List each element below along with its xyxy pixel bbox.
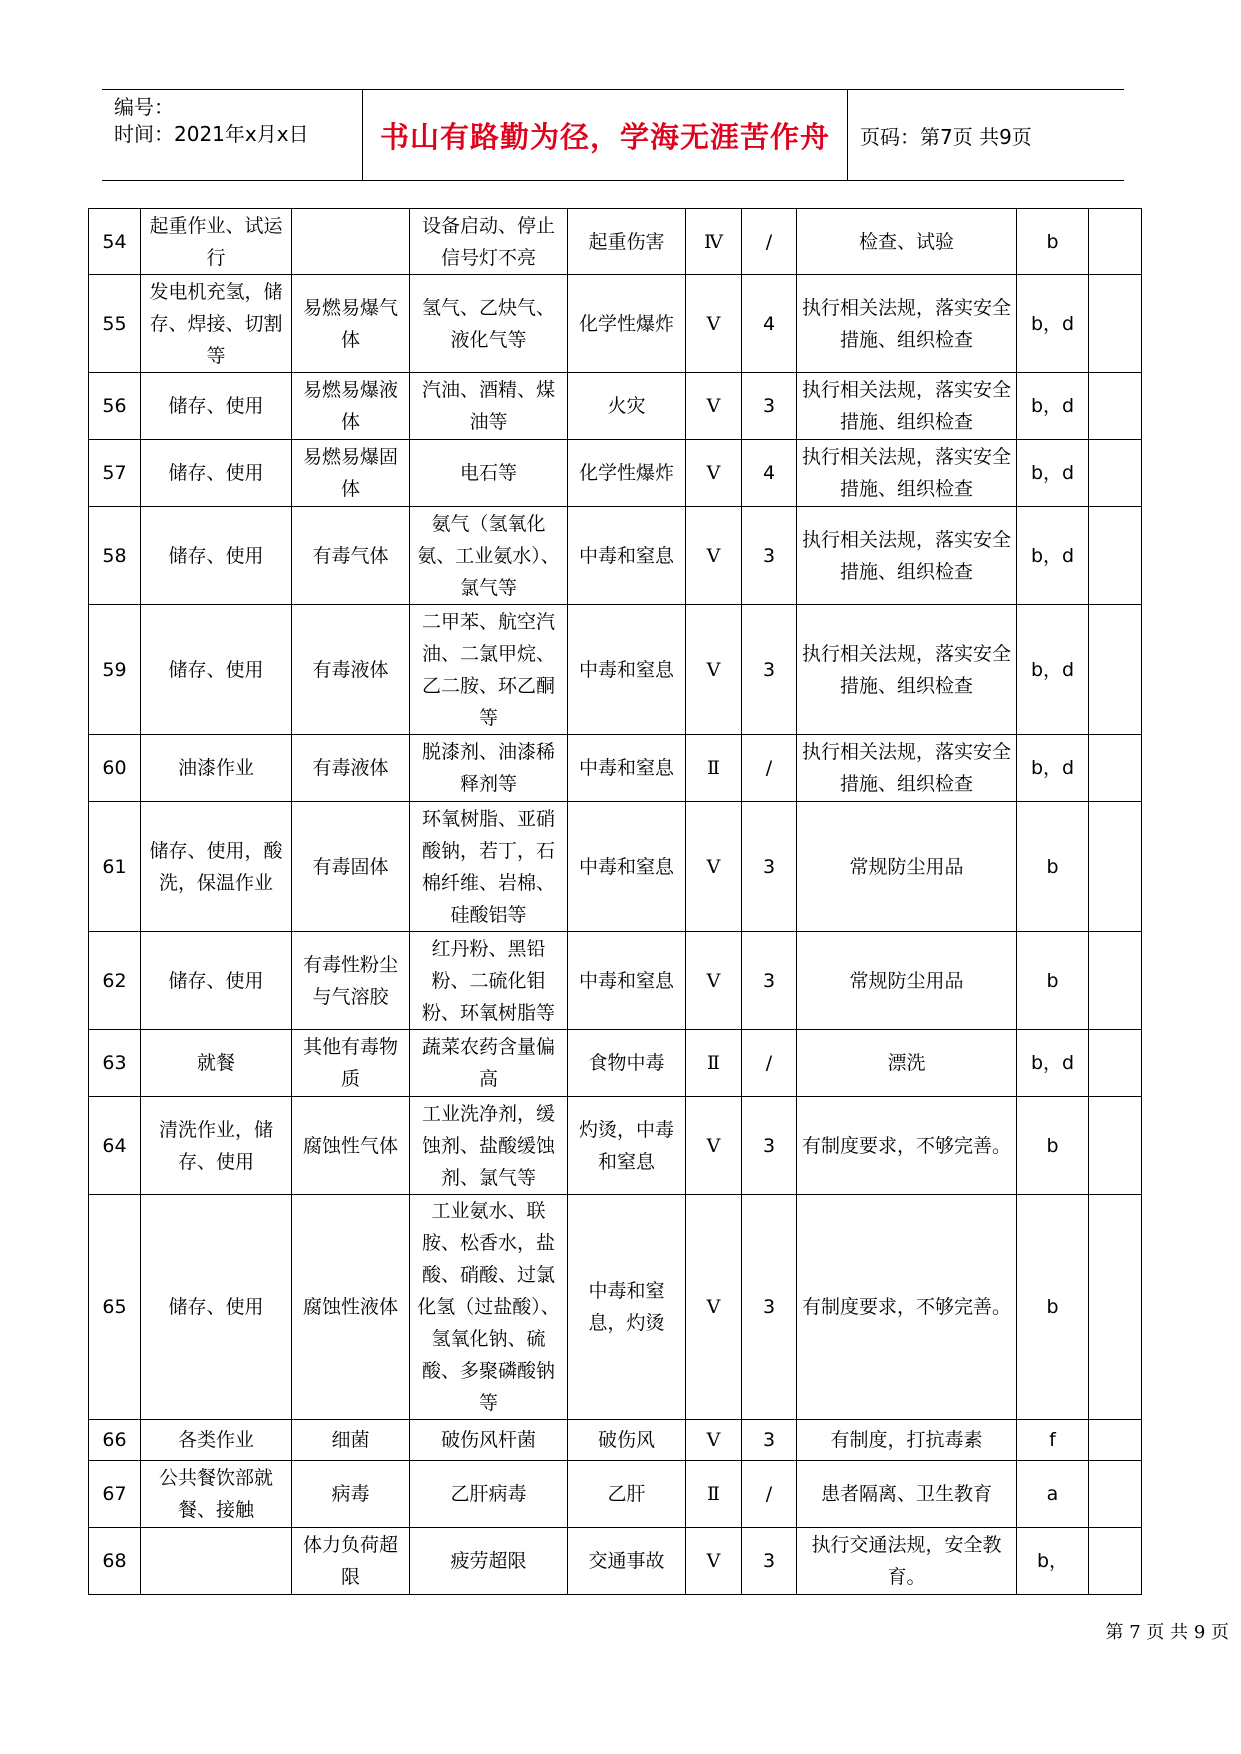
cell-measure: 漂洗 — [797, 1030, 1017, 1097]
cell-activity: 储存、使用 — [141, 1195, 292, 1420]
table-row — [89, 932, 1142, 1030]
cell-no: 57 — [89, 440, 141, 507]
cell-source: 环氧树脂、亚硝酸钠，若丁，石棉纤维、岩棉、硅酸铝等 — [410, 802, 568, 932]
cell-grade: 3 — [742, 802, 797, 932]
cell-category: 体力负荷超限 — [292, 1528, 410, 1595]
cell-measure: 执行相关法规，落实安全措施、组织检查 — [797, 605, 1017, 735]
cell-code: b，d — [1017, 1030, 1089, 1097]
cell-extra — [1089, 373, 1142, 440]
cell-level: Ⅴ — [686, 802, 742, 932]
cell-level: Ⅴ — [686, 605, 742, 735]
cell-source: 氨气（氢氧化氨、工业氨水）、氯气等 — [410, 507, 568, 605]
cell-grade: / — [742, 209, 797, 275]
cell-grade: 3 — [742, 1195, 797, 1420]
cell-source: 汽油、酒精、煤油等 — [410, 373, 568, 440]
cell-no: 59 — [89, 605, 141, 735]
cell-consequence: 中毒和窒息 — [568, 605, 686, 735]
cell-grade: 3 — [742, 1420, 797, 1461]
cell-measure: 有制度要求，不够完善。 — [797, 1097, 1017, 1195]
cell-grade: 3 — [742, 373, 797, 440]
cell-measure: 执行相关法规，落实安全措施、组织检查 — [797, 440, 1017, 507]
table-row — [89, 1420, 1142, 1461]
cell-category: 腐蚀性气体 — [292, 1097, 410, 1195]
cell-consequence: 化学性爆炸 — [568, 440, 686, 507]
cell-measure: 执行相关法规，落实安全措施、组织检查 — [797, 735, 1017, 802]
cell-source: 脱漆剂、油漆稀释剂等 — [410, 735, 568, 802]
cell-measure: 患者隔离、卫生教育 — [797, 1461, 1017, 1528]
table-row — [89, 440, 1142, 507]
cell-consequence: 中毒和窒息 — [568, 507, 686, 605]
cell-measure: 执行相关法规，落实安全措施、组织检查 — [797, 373, 1017, 440]
cell-activity: 发电机充氢，储存、焊接、切割等 — [141, 275, 292, 373]
cell-grade: 3 — [742, 507, 797, 605]
cell-grade: 4 — [742, 275, 797, 373]
cell-activity: 油漆作业 — [141, 735, 292, 802]
cell-activity: 储存、使用，酸洗，保温作业 — [141, 802, 292, 932]
table-row — [89, 802, 1142, 932]
cell-code: b — [1017, 1195, 1089, 1420]
cell-activity: 储存、使用 — [141, 605, 292, 735]
table-row — [89, 209, 1142, 275]
cell-measure: 常规防尘用品 — [797, 802, 1017, 932]
cell-level: Ⅴ — [686, 932, 742, 1030]
cell-measure: 执行相关法规，落实安全措施、组织检查 — [797, 507, 1017, 605]
cell-code: b，d — [1017, 605, 1089, 735]
cell-no: 56 — [89, 373, 141, 440]
table-row — [89, 275, 1142, 373]
cell-level: Ⅴ — [686, 1195, 742, 1420]
cell-measure: 常规防尘用品 — [797, 932, 1017, 1030]
cell-source: 蔬菜农药含量偏高 — [410, 1030, 568, 1097]
cell-source: 工业氨水、联胺、松香水，盐酸、硝酸、过氯化氢（过盐酸）、氢氧化钠、硫酸、多聚磷酸钠等 — [410, 1195, 568, 1420]
cell-level: Ⅱ — [686, 735, 742, 802]
cell-level: Ⅴ — [686, 1097, 742, 1195]
cell-extra — [1089, 1195, 1142, 1420]
cell-extra — [1089, 605, 1142, 735]
cell-source: 二甲苯、航空汽油、二氯甲烷、乙二胺、环乙酮等 — [410, 605, 568, 735]
cell-activity: 起重作业、试运行 — [141, 209, 292, 275]
cell-code: b — [1017, 932, 1089, 1030]
cell-no: 55 — [89, 275, 141, 373]
cell-code: a — [1017, 1461, 1089, 1528]
cell-grade: / — [742, 1030, 797, 1097]
cell-no: 58 — [89, 507, 141, 605]
cell-extra — [1089, 735, 1142, 802]
cell-extra — [1089, 1528, 1142, 1595]
cell-code: b — [1017, 1097, 1089, 1195]
cell-grade: / — [742, 735, 797, 802]
cell-level: Ⅴ — [686, 507, 742, 605]
cell-consequence: 中毒和窒息 — [568, 932, 686, 1030]
cell-consequence: 破伤风 — [568, 1420, 686, 1461]
cell-consequence: 中毒和窒息 — [568, 802, 686, 932]
cell-activity — [141, 1528, 292, 1595]
cell-consequence: 乙肝 — [568, 1461, 686, 1528]
cell-code: b，d — [1017, 735, 1089, 802]
cell-consequence: 起重伤害 — [568, 209, 686, 275]
cell-extra — [1089, 1030, 1142, 1097]
page-footer — [1105, 1618, 1229, 1644]
cell-source: 工业洗净剂，缓蚀剂、盐酸缓蚀剂、氯气等 — [410, 1097, 568, 1195]
table-row — [89, 1528, 1142, 1595]
cell-category: 腐蚀性液体 — [292, 1195, 410, 1420]
cell-level: Ⅳ — [686, 209, 742, 275]
cell-category: 有毒性粉尘与气溶胶 — [292, 932, 410, 1030]
cell-no: 60 — [89, 735, 141, 802]
cell-activity: 储存、使用 — [141, 373, 292, 440]
cell-source: 乙肝病毒 — [410, 1461, 568, 1528]
cell-consequence: 中毒和窒息，灼烫 — [568, 1195, 686, 1420]
cell-consequence: 食物中毒 — [568, 1030, 686, 1097]
cell-extra — [1089, 1420, 1142, 1461]
cell-code: b，d — [1017, 507, 1089, 605]
footer-page-number: 第 7 页 共 9 页 — [1105, 1622, 1229, 1643]
table-row — [89, 1097, 1142, 1195]
cell-level: Ⅴ — [686, 440, 742, 507]
cell-level: Ⅴ — [686, 275, 742, 373]
cell-code: b， — [1017, 1528, 1089, 1595]
cell-level: Ⅱ — [686, 1461, 742, 1528]
cell-no: 63 — [89, 1030, 141, 1097]
cell-activity: 储存、使用 — [141, 440, 292, 507]
cell-source: 电石等 — [410, 440, 568, 507]
page-header — [102, 89, 1124, 181]
table-row — [89, 735, 1142, 802]
cell-category: 有毒气体 — [292, 507, 410, 605]
cell-level: Ⅴ — [686, 373, 742, 440]
cell-source: 破伤风杆菌 — [410, 1420, 568, 1461]
cell-consequence: 交通事故 — [568, 1528, 686, 1595]
cell-extra — [1089, 802, 1142, 932]
cell-source: 红丹粉、黑铅粉、二硫化钼粉、环氧树脂等 — [410, 932, 568, 1030]
cell-extra — [1089, 440, 1142, 507]
cell-code: b — [1017, 209, 1089, 275]
cell-category: 细菌 — [292, 1420, 410, 1461]
header-page-label: 页码：第7页 共9页 — [860, 124, 1032, 149]
cell-code: f — [1017, 1420, 1089, 1461]
hazard-table — [88, 208, 1142, 1595]
document-number-label: 编号： — [114, 95, 174, 119]
cell-no: 65 — [89, 1195, 141, 1420]
cell-category: 易燃易爆固体 — [292, 440, 410, 507]
cell-activity: 就餐 — [141, 1030, 292, 1097]
cell-source: 氢气、乙炔气、液化气等 — [410, 275, 568, 373]
cell-grade: 3 — [742, 605, 797, 735]
cell-measure: 执行交通法规，安全教育。 — [797, 1528, 1017, 1595]
cell-no: 67 — [89, 1461, 141, 1528]
cell-no: 68 — [89, 1528, 141, 1595]
cell-category: 有毒固体 — [292, 802, 410, 932]
cell-grade: 3 — [742, 1528, 797, 1595]
cell-category — [292, 209, 410, 275]
cell-level: Ⅴ — [686, 1420, 742, 1461]
table-row — [89, 1195, 1142, 1420]
cell-measure: 有制度要求，不够完善。 — [797, 1195, 1017, 1420]
cell-extra — [1089, 209, 1142, 275]
cell-activity: 储存、使用 — [141, 932, 292, 1030]
header-meta — [102, 90, 362, 180]
cell-consequence: 中毒和窒息 — [568, 735, 686, 802]
cell-measure: 检查、试验 — [797, 209, 1017, 275]
cell-consequence: 灼烫，中毒和窒息 — [568, 1097, 686, 1195]
table-row — [89, 373, 1142, 440]
cell-grade: / — [742, 1461, 797, 1528]
cell-code: b — [1017, 802, 1089, 932]
cell-no: 62 — [89, 932, 141, 1030]
table-row — [89, 507, 1142, 605]
cell-source: 设备启动、停止信号灯不亮 — [410, 209, 568, 275]
cell-category: 有毒液体 — [292, 605, 410, 735]
cell-no: 66 — [89, 1420, 141, 1461]
cell-activity: 清洗作业，储存、使用 — [141, 1097, 292, 1195]
cell-level: Ⅴ — [686, 1528, 742, 1595]
header-page-info — [848, 90, 1124, 180]
cell-category: 病毒 — [292, 1461, 410, 1528]
cell-category: 易燃易爆液体 — [292, 373, 410, 440]
cell-no: 61 — [89, 802, 141, 932]
cell-code: b，d — [1017, 275, 1089, 373]
cell-code: b，d — [1017, 373, 1089, 440]
cell-extra — [1089, 1461, 1142, 1528]
cell-source: 疲劳超限 — [410, 1528, 568, 1595]
cell-measure: 有制度，打抗毒素 — [797, 1420, 1017, 1461]
table-row — [89, 1461, 1142, 1528]
cell-measure: 执行相关法规，落实安全措施、组织检查 — [797, 275, 1017, 373]
table-row — [89, 605, 1142, 735]
cell-grade: 3 — [742, 932, 797, 1030]
hazard-table-body — [89, 209, 1142, 1595]
cell-no: 54 — [89, 209, 141, 275]
cell-consequence: 火灾 — [568, 373, 686, 440]
cell-extra — [1089, 1097, 1142, 1195]
cell-activity: 储存、使用 — [141, 507, 292, 605]
cell-extra — [1089, 507, 1142, 605]
cell-grade: 3 — [742, 1097, 797, 1195]
cell-activity: 各类作业 — [141, 1420, 292, 1461]
cell-category: 有毒液体 — [292, 735, 410, 802]
cell-category: 易燃易爆气体 — [292, 275, 410, 373]
document-time-label: 时间：2021年x月x日 — [114, 122, 309, 146]
table-row — [89, 1030, 1142, 1097]
cell-no: 64 — [89, 1097, 141, 1195]
cell-grade: 4 — [742, 440, 797, 507]
cell-code: b，d — [1017, 440, 1089, 507]
cell-level: Ⅱ — [686, 1030, 742, 1097]
cell-extra — [1089, 275, 1142, 373]
cell-consequence: 化学性爆炸 — [568, 275, 686, 373]
cell-category: 其他有毒物质 — [292, 1030, 410, 1097]
cell-activity: 公共餐饮部就餐、接触 — [141, 1461, 292, 1528]
cell-extra — [1089, 932, 1142, 1030]
header-motto: 书山有路勤为径，学海无涯苦作舟 — [362, 90, 848, 180]
